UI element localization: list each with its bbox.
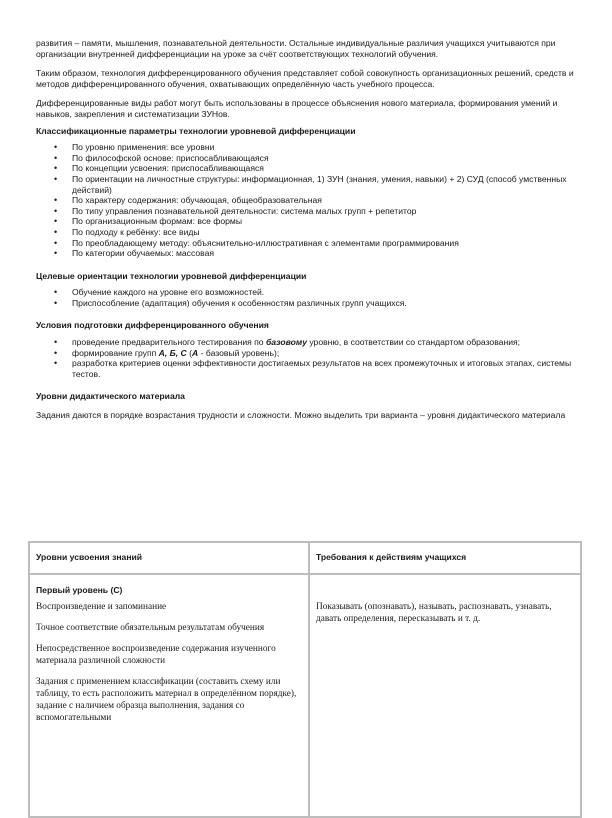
- table-header-knowledge-levels: Уровни усвоения знаний: [29, 542, 309, 574]
- level-item: Точное соответствие обязательным результатам обучения: [36, 623, 265, 633]
- list-item: • По философской основе: приспосабливающаяся: [36, 153, 580, 164]
- emphasis-groups: А, Б, С: [158, 347, 187, 358]
- emphasis-group-a: А: [191, 347, 199, 358]
- list-item: • По концепции усвоения: приспосабливающаяся: [36, 163, 580, 174]
- table-row: [29, 574, 581, 817]
- list-item: • По уровню применения: все уровни: [36, 142, 580, 153]
- list-item: • По типу управления познавательной деятельности: система малых групп + репетитор: [36, 206, 580, 217]
- list-item-text: - базовый уровень);: [198, 347, 280, 358]
- level-item: Непосредственное воспроизведение содержания изученного материала различной сложности: [36, 644, 276, 666]
- paragraph-intro-continuation: развития – памяти, мышления, познавательной деятельности. Остальные индивидуальные различия учащихся учитываются при организации внутренней дифференциации на уроке за счёт соответствующих технологий обучения.: [36, 38, 556, 59]
- list-item: • Обучение каждого на уровне его возможностей.: [36, 287, 580, 298]
- target-orientations-list: [36, 287, 580, 308]
- classification-list: [36, 142, 580, 259]
- heading-didactic-levels: Уровни дидактического материала: [36, 391, 185, 402]
- list-item: • Приспособление (адаптация) обучения к особенностям различных групп учащихся.: [36, 298, 580, 309]
- paragraph-didactic-levels: Задания даются в порядке возрастания трудности и сложности. Можно выделить три варианта – уровня дидактического материала: [36, 410, 566, 421]
- list-item: • По преобладающему методу: объяснительно-иллюстративная с элементами программирования: [36, 238, 580, 249]
- list-item: • По организационным формам: все формы: [36, 216, 580, 227]
- levels-table: [28, 541, 582, 818]
- level-title: Первый уровень (С): [36, 585, 123, 595]
- paragraph-differentiated-work: Дифференцированные виды работ могут быть использованы в процессе объяснения нового материала, формирования умений и навыков, закрепления и систематизации ЗУНов.: [36, 98, 558, 119]
- table-cell-levels: [29, 574, 309, 817]
- list-item: • По категории обучаемых: массовая: [36, 248, 580, 259]
- heading-preparation-conditions: Условия подготовки дифференцированного обучения: [36, 320, 269, 331]
- list-item-text: (: [186, 347, 192, 358]
- table-header-student-requirements: Требования к действиям учащихся: [309, 542, 581, 574]
- level-item: Воспроизведение и запоминание: [36, 602, 167, 612]
- emphasis-basic: базовому: [265, 337, 307, 348]
- table-cell-requirements: [309, 574, 581, 817]
- list-item: • По характеру содержания: обучающая, общеобразовательная: [36, 195, 580, 206]
- requirements-text: Показывать (опознавать), называть, распознавать, узнавать, давать определения, пересказывать и т. д.: [316, 602, 552, 624]
- list-item-text: формирование групп: [72, 347, 159, 358]
- list-item: [36, 337, 580, 348]
- list-item: • разработка критериев оценки эффективности достигаемых результатов на всех промежуточных и итоговых этапах, системы тестов.: [36, 358, 580, 379]
- list-item-text: уровню, в соответствии со стандартом образования;: [306, 337, 521, 348]
- list-item: • По подходу к ребёнку: все виды: [36, 227, 580, 238]
- preparation-conditions-list: [36, 337, 580, 379]
- list-item: • По ориентации на личностные структуры: информационная, 1) ЗУН (знания, умения, навыки) + 2) СУД (способ умственных действий): [36, 174, 580, 195]
- level-item: Задания с применением классификации (составить схему или таблицу, то есть расположить материал в определённом порядке), задание с наличием образца выполнения, задания со вспомогательными: [36, 677, 297, 723]
- list-item-text: проведение предварительного тестирования по: [72, 337, 266, 348]
- heading-target-orientations: Целевые ориентации технологии уровневой дифференциации: [36, 270, 307, 281]
- list-item: [36, 348, 580, 359]
- heading-classification-parameters: Классификационные параметры технологии уровневой дифференциации: [36, 125, 356, 136]
- document-body: [36, 38, 580, 430]
- table-header-row: [29, 542, 581, 574]
- paragraph-technology-definition: Таким образом, технология дифференцированного обучения представляет собой совокупность организационных решений, средств и методов дифференцированного обучения, охватывающих определённую часть учебного процесса.: [36, 68, 574, 89]
